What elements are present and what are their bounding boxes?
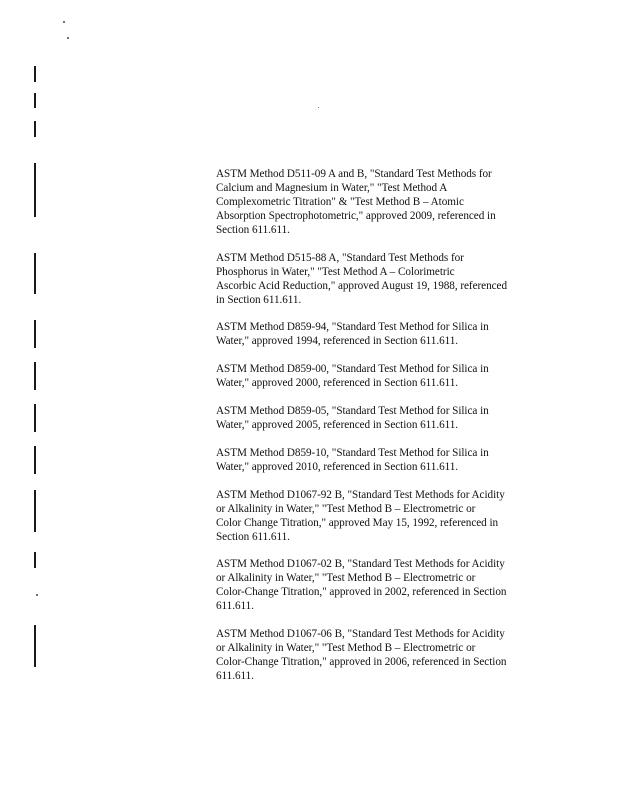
entry-line: Calcium and Magnesium in Water," "Test Method A <box>216 182 448 194</box>
entry-line: ASTM Method D859-05, "Standard Test Method for Silica in <box>216 405 489 417</box>
entry-line: Ascorbic Acid Reduction," approved August 19, 1988, referenced <box>216 280 508 292</box>
change-bar <box>34 320 36 348</box>
reference-entry <box>216 488 546 544</box>
entry-line: ASTM Method D1067-92 B, "Standard Test Methods for Acidity <box>216 489 505 501</box>
reference-entry <box>216 167 546 237</box>
reference-entry <box>216 404 546 432</box>
change-bar <box>34 404 36 432</box>
change-bar <box>34 66 36 82</box>
change-bar <box>34 552 36 568</box>
entry-line: Phosphorus in Water," "Test Method A – Colorimetric <box>216 266 455 278</box>
entry-line: Absorption Spectrophotometric," approved 2009, referenced in <box>216 210 496 222</box>
entry-line: Water," approved 2010, referenced in Section 611.611. <box>216 461 459 473</box>
reference-entry <box>216 362 546 390</box>
entry-line: Color-Change Titration," approved in 2006, referenced in Section <box>216 656 507 668</box>
reference-entry <box>216 627 546 683</box>
reference-entry <box>216 557 546 613</box>
scan-speck <box>318 107 319 108</box>
change-bar <box>34 490 36 532</box>
entry-line: or Alkalinity in Water," "Test Method B – Electrometric or <box>216 642 476 654</box>
reference-entry <box>216 320 546 348</box>
scan-speck <box>67 37 69 39</box>
change-bar <box>34 362 36 390</box>
entry-line: Water," approved 1994, referenced in Section 611.611. <box>216 335 459 347</box>
entry-line: Water," approved 2005, referenced in Section 611.611. <box>216 419 459 431</box>
entry-line: ASTM Method D1067-06 B, "Standard Test Methods for Acidity <box>216 628 505 640</box>
change-bar <box>34 253 36 294</box>
entry-line: Section 611.611. <box>216 224 290 236</box>
entry-line: ASTM Method D511-09 A and B, "Standard Test Methods for <box>216 168 492 180</box>
entry-line: ASTM Method D1067-02 B, "Standard Test Methods for Acidity <box>216 558 505 570</box>
scan-speck <box>36 594 38 596</box>
change-bar <box>34 625 36 667</box>
reference-entry <box>216 446 546 474</box>
scan-speck <box>63 21 65 23</box>
entry-line: Complexometric Titration" & "Test Method B – Atomic <box>216 196 464 208</box>
entry-line: or Alkalinity in Water," "Test Method B – Electrometric or <box>216 572 476 584</box>
entry-line: ASTM Method D859-94, "Standard Test Method for Silica in <box>216 321 489 333</box>
entry-line: 611.611. <box>216 670 254 682</box>
entry-line: Section 611.611. <box>216 531 290 543</box>
entry-line: in Section 611.611. <box>216 294 302 306</box>
entry-line: Color Change Titration," approved May 15, 1992, referenced in <box>216 517 499 529</box>
entry-line: ASTM Method D859-00, "Standard Test Method for Silica in <box>216 363 489 375</box>
entry-line: ASTM Method D859-10, "Standard Test Method for Silica in <box>216 447 489 459</box>
entry-line: ASTM Method D515-88 A, "Standard Test Methods for <box>216 252 464 264</box>
reference-entry <box>216 251 546 307</box>
entry-line: or Alkalinity in Water," "Test Method B – Electrometric or <box>216 503 476 515</box>
entry-line: 611.611. <box>216 600 254 612</box>
entry-line: Color-Change Titration," approved in 2002, referenced in Section <box>216 586 507 598</box>
change-bar <box>34 446 36 474</box>
change-bar <box>34 93 36 108</box>
entry-line: Water," approved 2000, referenced in Section 611.611. <box>216 377 459 389</box>
change-bar <box>34 121 36 137</box>
change-bar <box>34 163 36 217</box>
